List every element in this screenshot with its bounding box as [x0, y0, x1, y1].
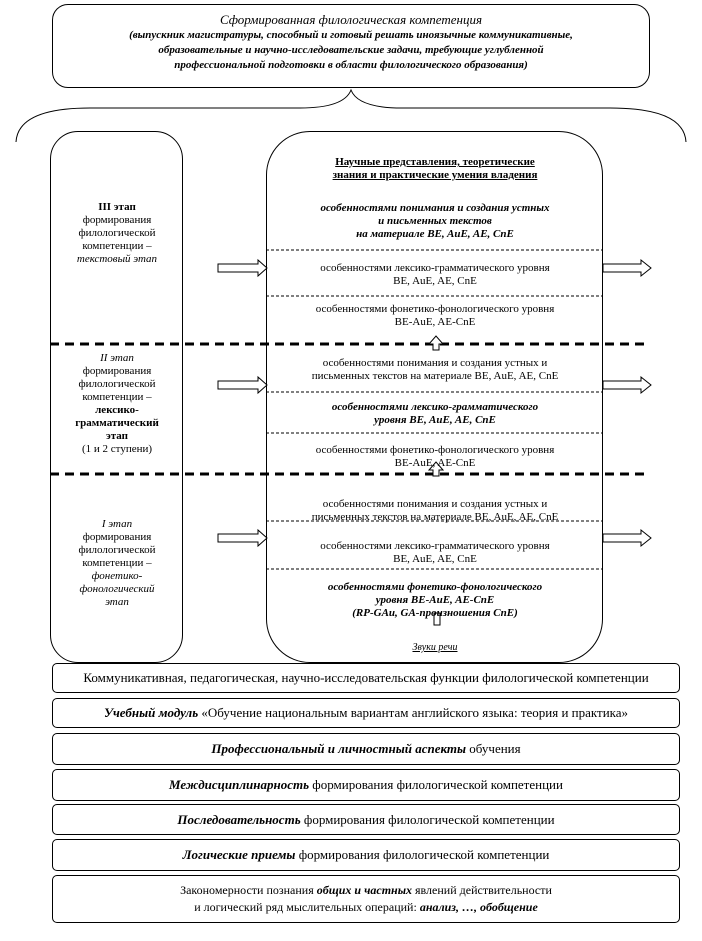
output-arrow-1	[603, 530, 651, 546]
text-line: особенностями понимания и создания устных и	[322, 498, 548, 510]
text-line: особенностями лексико-грамматического уровня	[320, 262, 550, 274]
functions-box	[52, 663, 680, 693]
interdisciplinarity-box	[52, 769, 680, 801]
module-em: Учебный модуль	[103, 705, 199, 720]
text-line: особенностями лексико-грамматического уровня	[320, 540, 550, 552]
output-arrow-2	[603, 377, 651, 393]
header-line: Научные представления, теоретические	[335, 156, 535, 168]
regularities-line-1	[180, 882, 552, 899]
stage-text: филологической	[78, 227, 156, 239]
text-line: особенностями фонетико-фонологического уровня	[315, 444, 555, 456]
stage1-arrow	[218, 530, 267, 546]
stage-type: этап	[105, 596, 129, 608]
text-line: уровня BE-AuE, AE-CnE	[375, 594, 495, 606]
regularities-box	[52, 875, 680, 923]
s2-phon-level	[270, 444, 600, 470]
competence-subtitle-line: профессиональной подготовки в области филологического образования)	[174, 59, 528, 71]
text-line: BE-AuE, AE-CnE	[394, 457, 476, 469]
s1-phon-level	[270, 581, 600, 620]
text-line: BE, AuE, AE, CnE	[393, 275, 477, 287]
output-arrow-3	[603, 260, 651, 276]
stage-type: фонетико-	[91, 570, 143, 582]
stage3-arrow	[218, 260, 267, 276]
regularities-em: анализ, …, обобщение	[419, 900, 538, 914]
stage-text: формирования	[82, 531, 152, 543]
stage-text: филологической	[78, 378, 156, 390]
competence-subtitle-line: образовательные и научно-исследовательские задачи, требующие углубленной	[158, 44, 544, 56]
regularities-text: и логический ряд мыслительных операций:	[194, 900, 420, 914]
sequence-text: формирования филологической компетенции	[300, 811, 555, 827]
stage-text: (1 и 2 ступени)	[81, 443, 153, 455]
stage-type: грамматический	[75, 417, 159, 429]
stage-text: формирования	[82, 365, 152, 377]
header-line: знания и практические умения владения	[332, 169, 538, 181]
logic-text: формирования филологической компетенции	[295, 847, 550, 862]
regularities-line-2	[194, 899, 538, 916]
aspects-em: Профессиональный и личностный аспекты	[211, 741, 467, 756]
competence-subtitle-line: (выпускник магистратуры, способный и готовый решать иноязычные коммуникативные,	[129, 29, 573, 41]
s1-text-level	[270, 498, 600, 524]
logic-box	[52, 839, 680, 871]
stage-type: текстовый этап	[76, 253, 158, 265]
s3-phon-level	[270, 303, 600, 329]
stage-2-name: II этап	[100, 352, 134, 364]
s3-text-level	[270, 202, 600, 241]
sequence-em: Последовательность	[177, 811, 301, 827]
text-line: и письменных текстов	[378, 215, 492, 227]
regularities-text: Закономерности познания	[180, 883, 317, 897]
stage-text: компетенции –	[82, 391, 152, 403]
stage-text: компетенции –	[82, 557, 152, 569]
knowledge-header	[270, 156, 600, 182]
stage-type: лексико-	[95, 404, 139, 416]
aspects-box	[52, 733, 680, 765]
text-line: BE-AuE, AE-CnE	[394, 316, 476, 328]
speech-sounds-label	[270, 641, 600, 654]
stage-1	[52, 518, 182, 609]
regularities-text: явлений действительности	[412, 883, 552, 897]
s2-lexgram-level	[270, 401, 600, 427]
interdisciplinarity-em: Междисциплинарность	[169, 777, 310, 792]
text-line: письменных текстов на материале BE, AuE, AE, CnE	[311, 511, 559, 523]
text-line: уровня BE, AuE, AE, CnE	[374, 414, 496, 426]
stage-3	[52, 201, 182, 266]
module-text: «Обучение национальным вариантам английского языка: теория и практика»	[198, 705, 629, 720]
stage-type: этап	[106, 430, 128, 442]
text-line: особенностями понимания и создания устных	[320, 202, 550, 214]
stage-3-name: III этап	[98, 201, 136, 213]
text-line: особенностями понимания и создания устных и	[322, 357, 548, 369]
speech-sounds-text: Звуки речи	[412, 642, 458, 653]
text-line: особенностями лексико-грамматического	[331, 401, 539, 413]
text-line: особенностями фонетико-фонологического уровня	[315, 303, 555, 315]
aspects-text: обучения	[466, 741, 521, 756]
sequence-box	[52, 804, 680, 835]
text-line: (RP-GAu, GA-произношения CnE)	[352, 607, 518, 619]
stage2-arrow	[218, 377, 267, 393]
stage-text: компетенции –	[82, 240, 152, 252]
module-box	[52, 698, 680, 728]
stage-type: фонологический	[79, 583, 155, 595]
s3-lexgram-level	[270, 262, 600, 288]
logic-em: Логические приемы	[182, 847, 296, 862]
competence-title: Сформированная филологическая компетенция	[219, 12, 483, 27]
stage-2	[52, 352, 182, 456]
text-line: особенностями фонетико-фонологического	[327, 581, 543, 593]
functions-text: Коммуникативная, педагогическая, научно-исследовательская функции филологической компетенции	[83, 670, 649, 685]
s2-text-level	[270, 357, 600, 383]
stage-text: формирования	[82, 214, 152, 226]
stage-text: филологической	[78, 544, 156, 556]
text-line: на материале BE, AuE, AE, CnE	[356, 228, 514, 240]
interdisciplinarity-text: формирования филологической компетенции	[309, 777, 563, 792]
s1-lexgram-level	[270, 540, 600, 566]
stage-1-name: I этап	[101, 518, 133, 530]
regularities-em: общих и частных	[316, 883, 413, 897]
text-line: BE, AuE, AE, CnE	[393, 553, 477, 565]
text-line: письменных текстов на материале BE, AuE, AE, CnE	[311, 370, 559, 382]
